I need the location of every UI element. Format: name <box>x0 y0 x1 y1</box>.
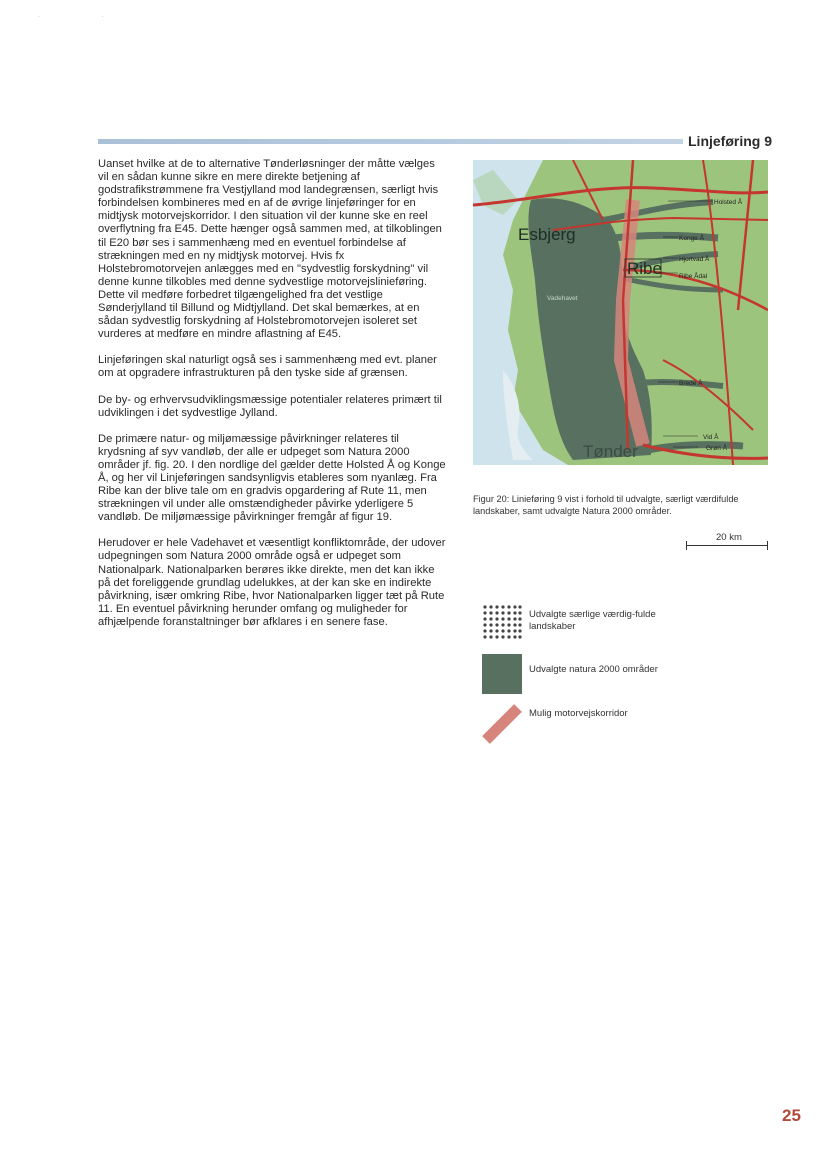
paragraph: Herudover er hele Vadehavet et væsentligt konfliktområde, der udover udpegningen som Natura 2000 område også er udpeget som Nationalpark. Nationalparken berøres ikke direkte, men det kan ikke på det foreliggende grundlag udelukkes, at der kan ske en indirekte påvirkning, især omkring Ribe, hvor Nationalparken ligger tæt på Rute 11. En eventuel påvirkning herunder omfang og muligheder for afhjælpende foranstaltninger bør afklares i en senere fase. <box>98 537 446 628</box>
figure-20-map <box>473 160 768 465</box>
legend-label: Udvalgte særlige værdig-fulde landskaber <box>529 609 656 632</box>
page-number: 25 <box>782 1106 801 1125</box>
corridor-stripe-icon <box>482 704 522 744</box>
paragraph: Linjeføringen skal naturligt også ses i sammenhæng med evt. planer om at opgradere infrastrukturen på den tyske side af grænsen. <box>98 354 437 380</box>
scale-tick <box>686 541 687 550</box>
paragraph: De primære natur- og miljømæssige påvirkninger relateres til krydsning af syv vandløb, der alle er udpeget som Natura 2000 områder jf. fig. 20. I den nordlige del gælder dette Holsted Å og Konge Å, og her vil Linjeføringen sandsynligvis etableres som nyanlæg. Fra Ribe kan der blive tale om en gradvis opgardering af Rute 11, men strækningen vil under alle omstændigheder påvirke yderligere 5 vandløb. De miljømæssige påvirkninger fremgår af figur 19. <box>98 432 446 524</box>
figure-caption: Figur 20: Linieføring 9 vist i forhold til udvalgte, særligt værdifulde landskaber, samt udvalgte Natura 2000 områder. <box>473 494 739 516</box>
river-label: Holsted Å <box>714 199 743 206</box>
legend-item-natura2000 <box>480 654 740 704</box>
scan-marks: · · <box>38 14 134 20</box>
body-text-column <box>98 158 448 642</box>
map-svg <box>473 160 768 465</box>
river-label: Ribe Ådal <box>679 273 708 280</box>
header-rule <box>98 139 683 144</box>
area-label-vadehavet: Vadehavet <box>547 295 578 302</box>
dot-pattern-icon <box>482 604 522 640</box>
river-label: Hjortvad Å <box>679 256 710 263</box>
green-area-swatch <box>482 654 522 694</box>
river-label: Brede Å <box>679 380 703 387</box>
city-label-esbjerg: Esbjerg <box>518 225 576 244</box>
legend-item-corridor <box>480 704 740 754</box>
legend-label: Mulig motorvejskorridor <box>529 708 628 719</box>
city-label-ribe: Ribe <box>627 259 662 278</box>
scale-label: 20 km <box>716 532 742 543</box>
legend-item-landscapes <box>480 604 740 654</box>
scale-bar <box>686 532 768 552</box>
scale-tick <box>767 541 768 550</box>
paragraph: De by- og erhvervsudviklingsmæssige potentialer relateres primært til udviklingen i det sydvestlige Jylland. <box>98 393 442 419</box>
section-title: Linjeføring 9 <box>688 133 772 149</box>
scale-line <box>686 545 768 546</box>
city-label-tonder: Tønder <box>583 442 638 461</box>
river-label: Konge Å <box>679 235 704 242</box>
map-legend <box>480 604 740 754</box>
paragraph: Uanset hvilke at de to alternative Tønderløsninger der måtte vælges vil en sådan kunne sikre en mere direkte betjening af godstrafikstrømmene fra Vestjylland mod landegrænsen, særligt hvis forbindelsen kombineres med en af de øvrige linjeføringer for en midtjysk motorvejskorridor. I den situation vil der kunne ske en reel overflytning fra E45. Dette hænger også sammen med, at tilkoblingen til E20 bør ses i sammenhæng med en eventuel forbindelse af strækningen med en ny midtjysk motorvej. Hvis fx Holstebromotorvejen anlægges med en "sydvestlig forskydning" vil denne kunne tilkobles med denne sydvestlige motorvejslinieføring. Dette vil medføre forbedret tilgængelighed fra det vestlige Sønderjylland til Billund og Midtjylland. Det skal bemærkes, at en sådan sydvestlig forskydning af Holstebromotorvejen isoleret set vurderes at medføre en mindre aflastning af E45. <box>98 158 442 341</box>
river-label: Grøn Å <box>706 445 727 452</box>
legend-label: Udvalgte natura 2000 områder <box>529 664 658 675</box>
river-label: Vid Å <box>703 434 719 441</box>
